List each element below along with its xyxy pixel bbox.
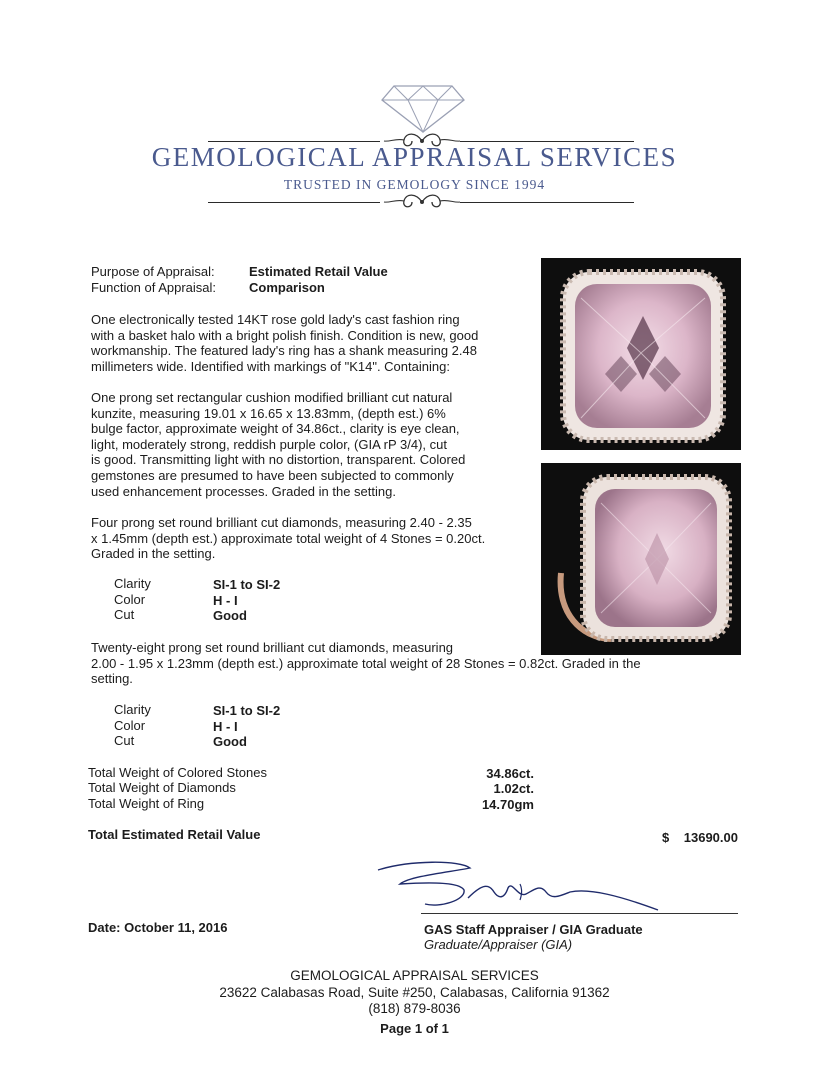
scroll-ornament-icon (382, 189, 462, 215)
text-line: used enhancement processes. Graded in the setting. (91, 483, 396, 499)
signature-line (421, 913, 738, 914)
retail-currency: $ (662, 830, 670, 845)
spec-value: H - I (213, 719, 238, 734)
spec-value: SI-1 to SI-2 (213, 577, 281, 592)
text-line: One prong set rectangular cushion modified brilliant cut natural (91, 390, 453, 405)
text-line: Twenty-eight prong set round brilliant cut diamonds, measuring (91, 640, 454, 655)
text-line: Graded in the setting. (91, 546, 216, 562)
company-name: GEMOLOGICAL APPRAISAL SERVICES (151, 142, 678, 172)
text-line: kunzite, measuring 19.01 x 16.65 x 13.83mm, (depth est.) 6% (91, 405, 446, 421)
diamonds-group1-description (91, 515, 501, 562)
appraiser-subtitle: Graduate/Appraiser (GIA) (424, 937, 573, 952)
total-value: 14.70gm (481, 797, 534, 812)
footer-address: 23622 Calabasas Road, Suite #250, Calabasas, California 91362 (219, 985, 610, 1000)
text-line: bulge factor, approximate weight of 34.86ct., clarity is eye clean, (91, 421, 460, 437)
text-line: millimeters wide. Identified with markings of "K14". Containing: (91, 358, 450, 374)
purpose-value: Estimated Retail Value (249, 264, 388, 279)
header-bottom-rule (208, 202, 380, 203)
text-line: is good. Transmitting light with no distortion, transparent. Colored (91, 452, 466, 468)
spec-label: Cut (114, 607, 135, 622)
spec-label: Clarity (114, 576, 151, 591)
retail-value-label: Total Estimated Retail Value (88, 827, 261, 842)
text-line: workmanship. The featured lady's ring has a shank measuring 2.48 (91, 343, 477, 359)
header-bottom-rule (460, 202, 634, 203)
retail-amount: 13690.00 (683, 830, 738, 845)
function-value: Comparison (249, 280, 325, 295)
spec-value: SI-1 to SI-2 (213, 703, 281, 718)
footer-phone: (818) 879-8036 (368, 1001, 461, 1016)
appraisal-date: Date: October 11, 2016 (88, 920, 228, 935)
text-line: 2.00 - 1.95 x 1.23mm (depth est.) approximate total weight of 28 Stones = 0.82ct. Graded in the (91, 655, 641, 671)
ring-top-view-photo (541, 258, 741, 450)
appraiser-signature (370, 858, 670, 918)
purpose-label: Purpose of Appraisal: (91, 264, 215, 279)
text-line: gemstones are presumed to have been subjected to commonly (91, 467, 454, 483)
total-label: Total Weight of Colored Stones (88, 765, 267, 780)
spec-label: Color (114, 592, 146, 607)
company-tagline: TRUSTED IN GEMOLOGY SINCE 1994 (283, 177, 546, 192)
spec-label: Clarity (114, 702, 151, 717)
diamond-outline-icon (380, 78, 466, 134)
spec-value: H - I (213, 593, 238, 608)
total-value: 1.02ct. (493, 781, 534, 796)
text-line: Four prong set round brilliant cut diamonds, measuring 2.40 - 2.35 (91, 515, 472, 530)
text-line: light, moderately strong, reddish purple color, (GIA rP 3/4), cut (91, 436, 447, 452)
center-stone-description (91, 390, 501, 499)
total-label: Total Weight of Diamonds (88, 780, 236, 795)
appraiser-title: GAS Staff Appraiser / GIA Graduate (424, 922, 643, 937)
total-label: Total Weight of Ring (88, 796, 205, 811)
spec-value: Good (213, 734, 247, 749)
text-line: One electronically tested 14KT rose gold lady's cast fashion ring (91, 312, 460, 327)
ring-angle-view-photo (541, 463, 741, 655)
text-line: with a basket halo with a bright polish finish. Condition is new, good (91, 327, 479, 343)
text-line: setting. (91, 671, 133, 687)
total-value: 34.86ct. (486, 766, 534, 781)
spec-label: Cut (114, 733, 135, 748)
page-number: Page 1 of 1 (380, 1021, 449, 1036)
spec-value: Good (213, 608, 247, 623)
function-label: Function of Appraisal: (91, 280, 217, 295)
spec-label: Color (114, 718, 146, 733)
footer-company: GEMOLOGICAL APPRAISAL SERVICES (290, 968, 539, 983)
text-line: x 1.45mm (depth est.) approximate total weight of 4 Stones = 0.20ct. (91, 530, 486, 546)
ring-description (91, 312, 501, 374)
